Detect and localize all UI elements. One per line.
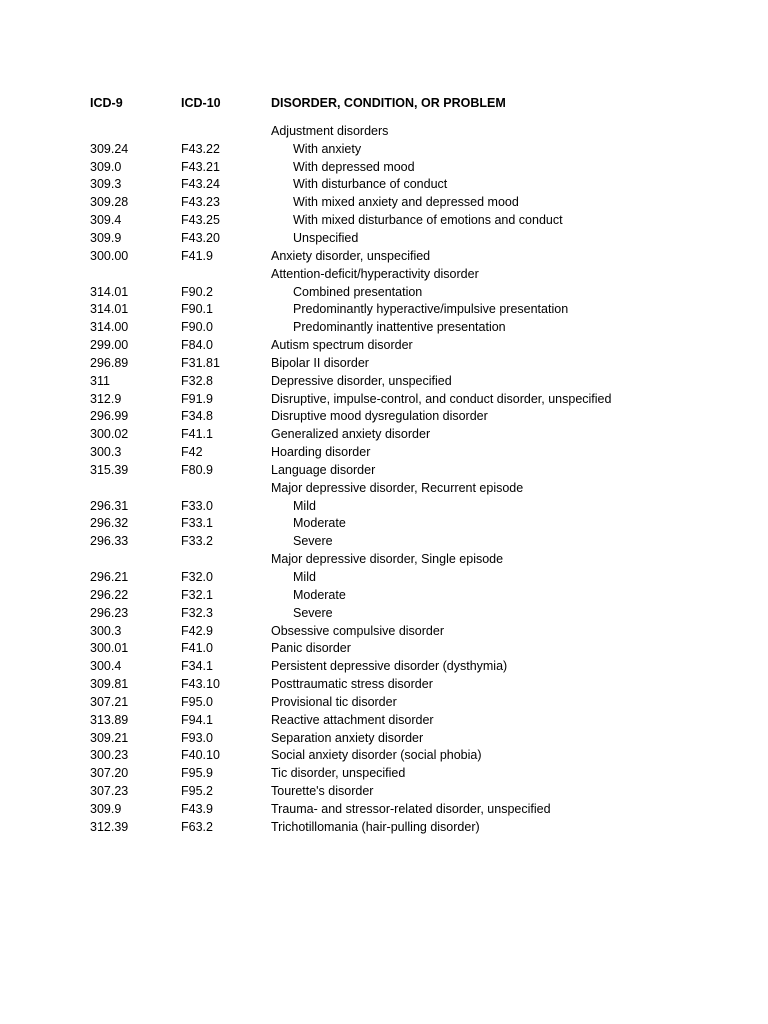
- disorder-name: Anxiety disorder, unspecified: [271, 248, 431, 263]
- icd9-code: 296.22: [90, 587, 129, 602]
- icd-code-table: [90, 92, 730, 836]
- table-row: [90, 461, 730, 479]
- table-row: [90, 336, 730, 354]
- icd9-code: 307.20: [90, 766, 129, 781]
- icd10-code: F41.0: [181, 641, 213, 656]
- disorder-name: Severe: [293, 605, 333, 620]
- icd10-code: F32.1: [181, 587, 213, 602]
- icd10-code: F43.23: [181, 195, 220, 210]
- table-row: [90, 586, 730, 604]
- icd10-code: F34.8: [181, 409, 213, 424]
- icd10-code: F80.9: [181, 462, 213, 477]
- disorder-name: Major depressive disorder, Recurrent episode: [271, 480, 524, 495]
- icd9-code: 309.24: [90, 141, 129, 156]
- table-row: [90, 515, 730, 533]
- disorder-name: Severe: [293, 534, 333, 549]
- disorder-name: Trauma- and stressor-related disorder, unspecified: [271, 801, 551, 816]
- disorder-name: With mixed disturbance of emotions and conduct: [293, 213, 563, 228]
- icd9-code: 311: [90, 373, 110, 388]
- table-row: [90, 497, 730, 515]
- icd9-code: 300.23: [90, 748, 129, 763]
- icd10-code: F95.9: [181, 766, 213, 781]
- disorder-name: Bipolar II disorder: [271, 355, 369, 370]
- disorder-name: Attention-deficit/hyperactivity disorder: [271, 266, 479, 281]
- table-row: [90, 657, 730, 675]
- table-row: [90, 693, 730, 711]
- table-row: [90, 604, 730, 622]
- table-row: [90, 443, 730, 461]
- disorder-name: Depressive disorder, unspecified: [271, 373, 452, 388]
- icd10-code: F43.10: [181, 677, 220, 692]
- table-row: [90, 140, 730, 158]
- disorder-name: Persistent depressive disorder (dysthymia): [271, 659, 508, 674]
- icd9-code: 309.4: [90, 213, 122, 228]
- header-icd10: ICD-10: [181, 96, 221, 110]
- table-row: [90, 300, 730, 318]
- icd10-code: F43.9: [181, 801, 213, 816]
- icd9-code: 300.00: [90, 248, 129, 263]
- disorder-name: Combined presentation: [293, 284, 423, 299]
- icd10-code: F32.0: [181, 570, 213, 585]
- icd10-code: F43.21: [181, 159, 220, 174]
- disorder-name: With anxiety: [293, 141, 362, 156]
- table-header: [90, 92, 730, 114]
- disorder-name: Major depressive disorder, Single episode: [271, 552, 504, 567]
- header-spacer: [90, 114, 730, 122]
- icd10-code: F43.25: [181, 213, 220, 228]
- icd10-code: F95.0: [181, 694, 213, 709]
- table-row: [90, 622, 730, 640]
- icd9-code: 300.02: [90, 427, 129, 442]
- table-row: [90, 568, 730, 586]
- disorder-name: Panic disorder: [271, 641, 351, 656]
- icd9-code: 309.28: [90, 195, 129, 210]
- disorder-name: With disturbance of conduct: [293, 177, 448, 192]
- icd9-code: 314.01: [90, 284, 129, 299]
- icd9-code: 313.89: [90, 712, 129, 727]
- table-row: [90, 550, 730, 568]
- table-row: [90, 729, 730, 747]
- table-row: [90, 176, 730, 194]
- disorder-name: Obsessive compulsive disorder: [271, 623, 444, 638]
- table-row: [90, 711, 730, 729]
- table-row: [90, 193, 730, 211]
- icd10-code: F42: [181, 445, 203, 460]
- icd10-code: F41.9: [181, 248, 213, 263]
- disorder-name: Predominantly inattentive presentation: [293, 320, 506, 335]
- disorder-name: Posttraumatic stress disorder: [271, 677, 433, 692]
- icd9-code: 296.23: [90, 605, 129, 620]
- disorder-name: Generalized anxiety disorder: [271, 427, 431, 442]
- icd10-code: F93.0: [181, 730, 213, 745]
- icd10-code: F43.20: [181, 230, 220, 245]
- table-row: [90, 747, 730, 765]
- icd9-code: 312.39: [90, 819, 129, 834]
- icd9-code: 296.21: [90, 570, 129, 585]
- table-row: [90, 390, 730, 408]
- disorder-name: Reactive attachment disorder: [271, 712, 434, 727]
- table-row: [90, 211, 730, 229]
- icd9-code: 296.31: [90, 498, 129, 513]
- icd10-code: F43.22: [181, 141, 220, 156]
- disorder-name: Moderate: [293, 516, 346, 531]
- icd9-code: 309.0: [90, 159, 122, 174]
- disorder-name: Provisional tic disorder: [271, 694, 397, 709]
- disorder-name: Social anxiety disorder (social phobia): [271, 748, 482, 763]
- icd10-code: F95.2: [181, 784, 213, 799]
- disorder-name: Separation anxiety disorder: [271, 730, 424, 745]
- icd10-code: F42.9: [181, 623, 213, 638]
- icd9-code: 309.9: [90, 230, 122, 245]
- disorder-name: Hoarding disorder: [271, 445, 371, 460]
- icd9-code: 300.3: [90, 623, 122, 638]
- disorder-name: Language disorder: [271, 462, 376, 477]
- disorder-name: Trichotillomania (hair-pulling disorder): [271, 819, 480, 834]
- table-row: [90, 408, 730, 426]
- icd9-code: 300.01: [90, 641, 129, 656]
- disorder-name: Mild: [293, 498, 316, 513]
- disorder-name: Predominantly hyperactive/impulsive presentation: [293, 302, 569, 317]
- icd10-code: F34.1: [181, 659, 213, 674]
- icd9-code: 309.3: [90, 177, 122, 192]
- icd9-code: 309.21: [90, 730, 129, 745]
- icd9-code: 307.23: [90, 784, 129, 799]
- icd10-code: F43.24: [181, 177, 220, 192]
- disorder-name: Disruptive mood dysregulation disorder: [271, 409, 488, 424]
- icd10-code: F91.9: [181, 391, 213, 406]
- icd10-code: F31.81: [181, 355, 220, 370]
- icd10-code: F33.0: [181, 498, 213, 513]
- disorder-name: Unspecified: [293, 230, 359, 245]
- table-row: [90, 122, 730, 140]
- icd10-code: F41.1: [181, 427, 213, 442]
- icd10-code: F32.8: [181, 373, 213, 388]
- icd9-code: 300.4: [90, 659, 122, 674]
- table-row: [90, 247, 730, 265]
- disorder-name: With mixed anxiety and depressed mood: [293, 195, 519, 210]
- icd9-code: 312.9: [90, 391, 122, 406]
- disorder-name: Autism spectrum disorder: [271, 338, 413, 353]
- icd9-code: 296.99: [90, 409, 129, 424]
- icd10-code: F40.10: [181, 748, 220, 763]
- table-row: [90, 265, 730, 283]
- icd10-code: F63.2: [181, 819, 213, 834]
- table-row: [90, 818, 730, 836]
- icd9-code: 314.00: [90, 320, 129, 335]
- icd9-code: 299.00: [90, 338, 129, 353]
- table-row: [90, 229, 730, 247]
- table-row: [90, 354, 730, 372]
- icd10-code: F90.0: [181, 320, 213, 335]
- table-row: [90, 764, 730, 782]
- icd10-code: F32.3: [181, 605, 213, 620]
- icd10-code: F94.1: [181, 712, 213, 727]
- icd10-code: F33.2: [181, 534, 213, 549]
- icd10-code: F84.0: [181, 338, 213, 353]
- header-disorder: DISORDER, CONDITION, OR PROBLEM: [271, 96, 506, 110]
- disorder-name: Disruptive, impulse-control, and conduct disorder, unspecified: [271, 391, 612, 406]
- table-row: [90, 158, 730, 176]
- table-row: [90, 782, 730, 800]
- table-row: [90, 479, 730, 497]
- disorder-name: Tic disorder, unspecified: [271, 766, 406, 781]
- icd9-code: 309.9: [90, 801, 122, 816]
- icd9-code: 307.21: [90, 694, 129, 709]
- table-row: [90, 283, 730, 301]
- table-row: [90, 639, 730, 657]
- icd10-code: F33.1: [181, 516, 213, 531]
- header-icd9: ICD-9: [90, 96, 123, 110]
- disorder-name: Moderate: [293, 587, 346, 602]
- icd9-code: 296.33: [90, 534, 129, 549]
- icd10-code: F90.2: [181, 284, 213, 299]
- icd9-code: 314.01: [90, 302, 129, 317]
- table-body: [90, 122, 730, 836]
- table-row: [90, 425, 730, 443]
- icd9-code: 315.39: [90, 462, 129, 477]
- disorder-name: Mild: [293, 570, 316, 585]
- disorder-name: Tourette's disorder: [271, 784, 374, 799]
- table-row: [90, 372, 730, 390]
- table-row: [90, 675, 730, 693]
- icd9-code: 296.89: [90, 355, 129, 370]
- icd9-code: 300.3: [90, 445, 122, 460]
- disorder-name: Adjustment disorders: [271, 123, 389, 138]
- disorder-name: With depressed mood: [293, 159, 415, 174]
- icd10-code: F90.1: [181, 302, 213, 317]
- table-row: [90, 800, 730, 818]
- table-row: [90, 532, 730, 550]
- table-row: [90, 318, 730, 336]
- icd9-code: 296.32: [90, 516, 129, 531]
- icd9-code: 309.81: [90, 677, 129, 692]
